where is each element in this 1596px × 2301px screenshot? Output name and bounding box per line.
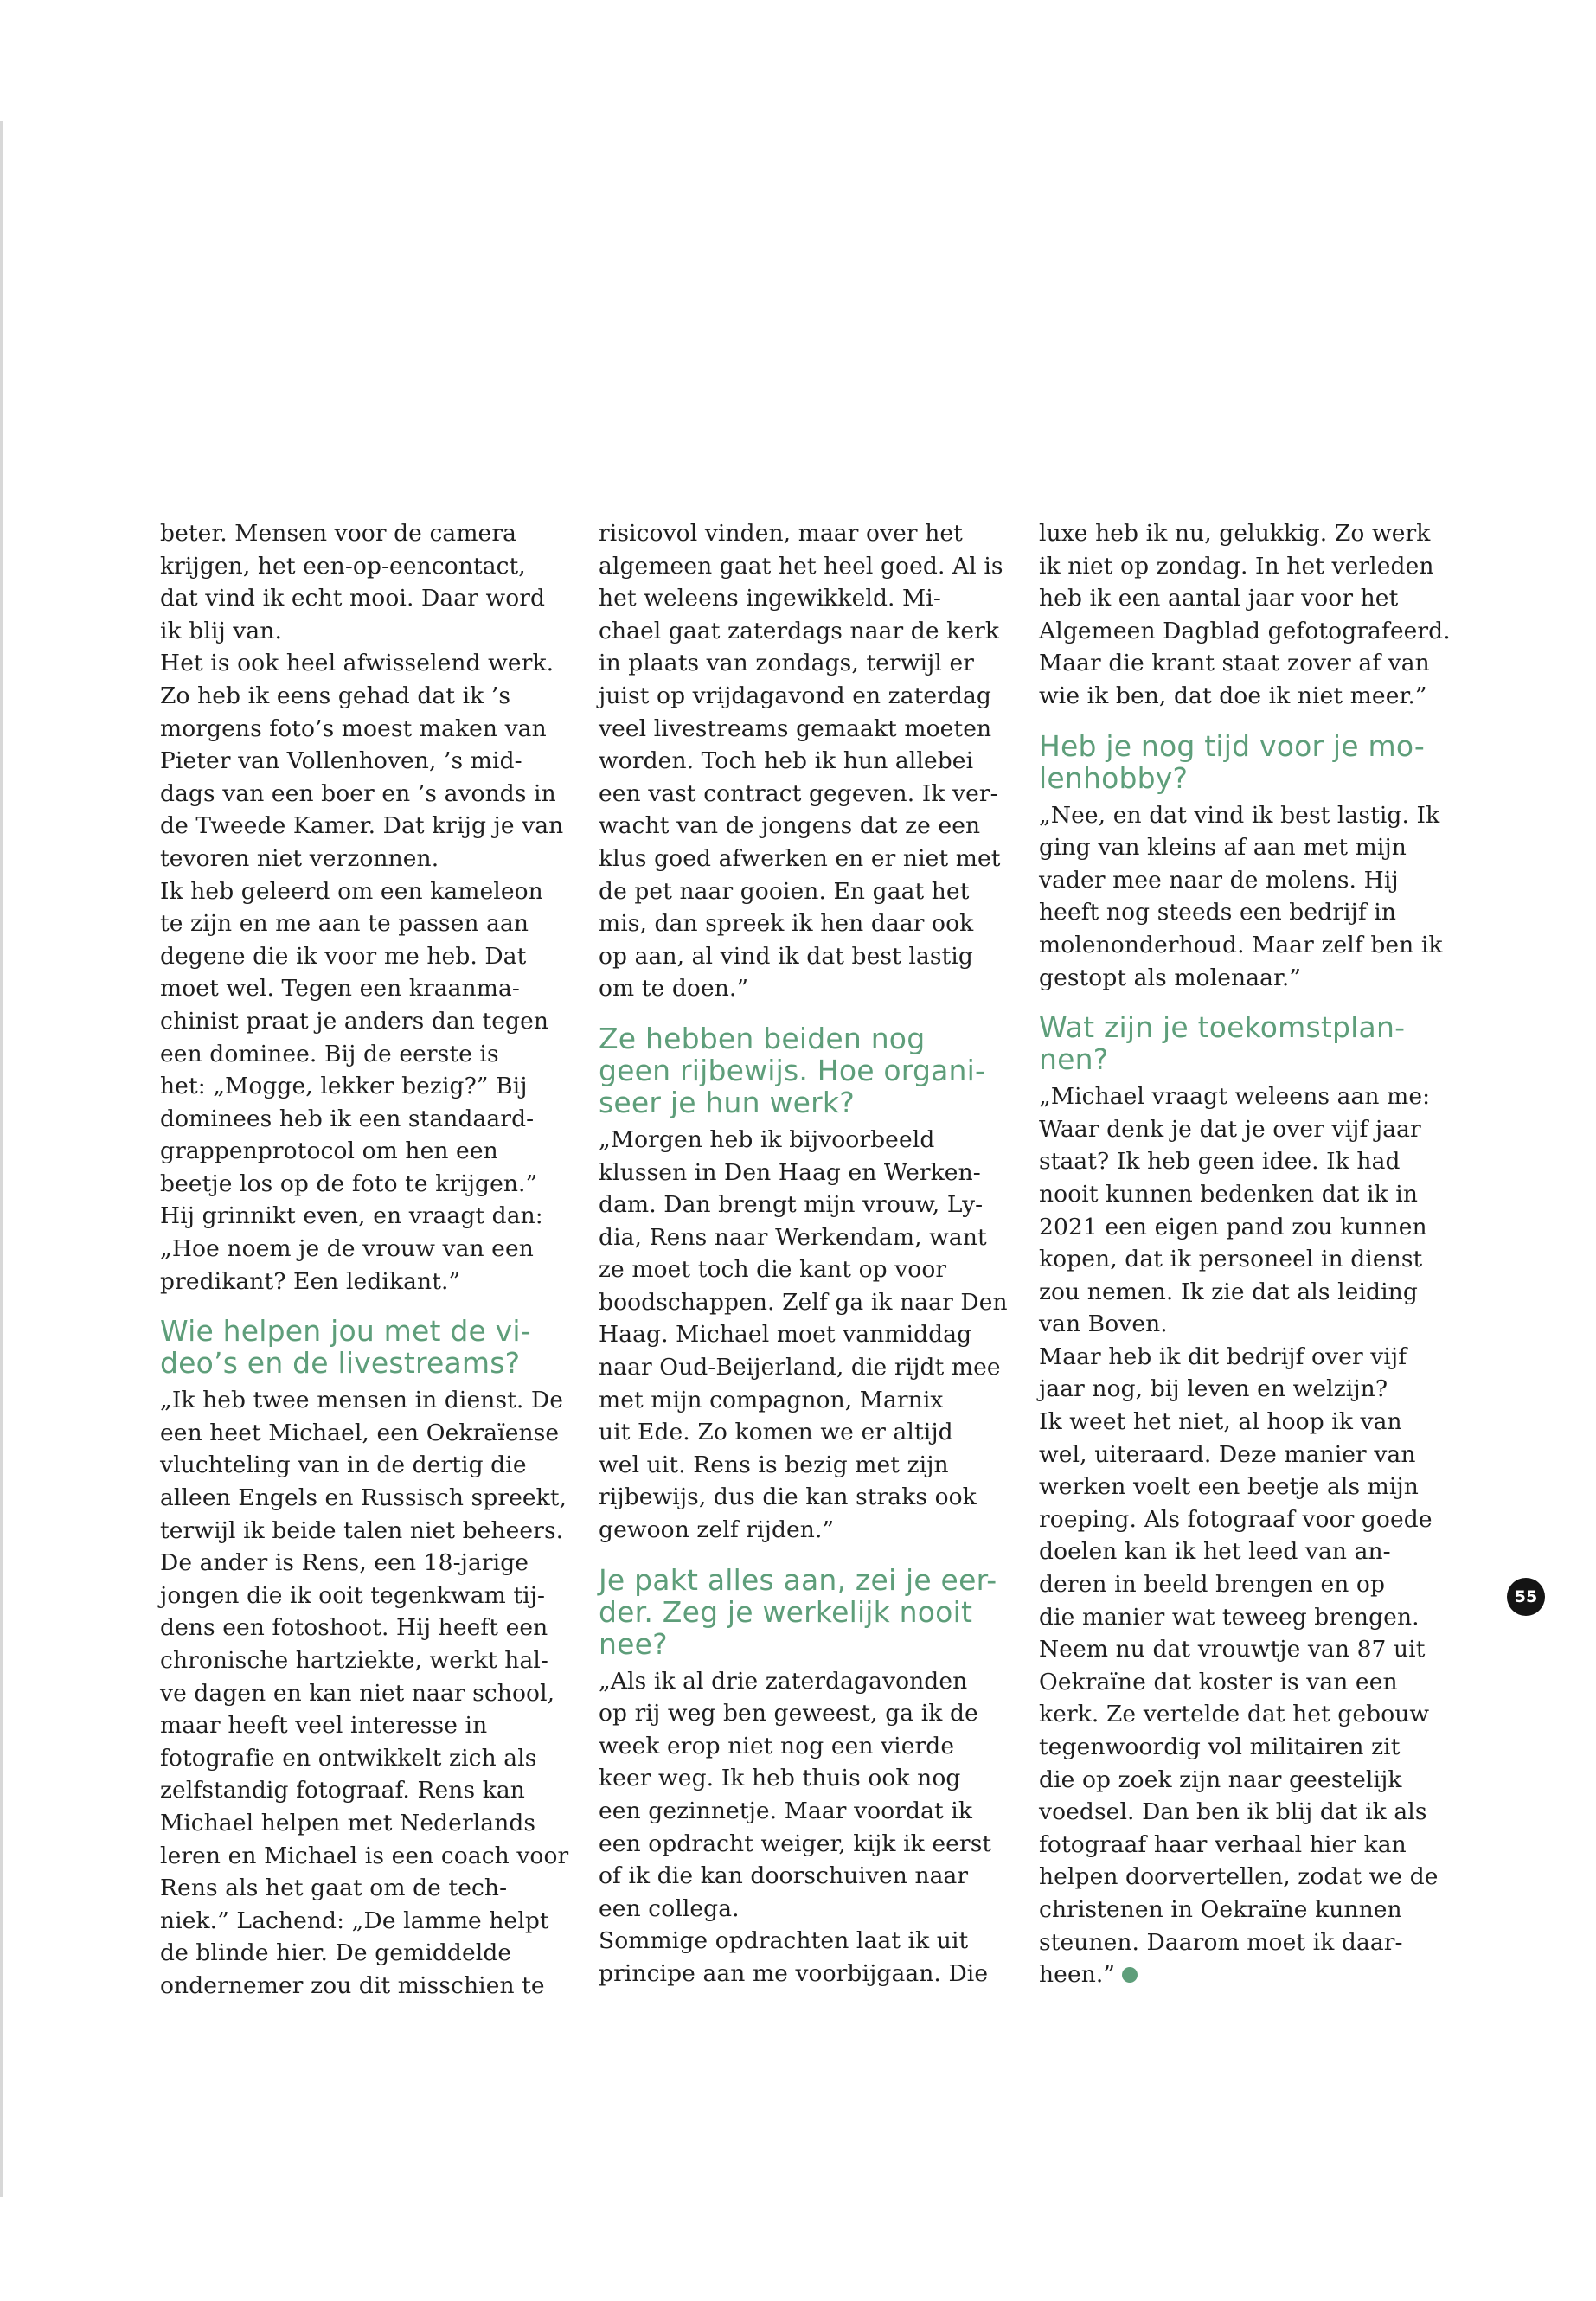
column-2-paragraph-3: „Als ik al drie zaterdagavonden op rij weg ben geweest, ga ik de week erop niet nog een vierde keer weg. Ik heb thuis ook nog een gezinnetje. Maar voordat ik een opdracht weiger, kijk ik eerst of ik die kan doorschuiven naar een collega. Sommige opdrachten laat ik uit principe aan me voorbijgaan. Die [599, 1667, 992, 1987]
column-1-paragraph-2: „Ik heb twee mensen in dienst. De een heet Michael, een Oekraïense vluchteling van in de dertig die alleen Engels en Russisch spreekt, terwijl ik beide talen niet beheers. De ander is Rens, een 18-jarige jongen die ik ooit tegenkwam tij- dens een fotoshoot. Hij heeft een chronische hartziekte, werkt hal- ve dagen en kan niet naar school, maar heeft veel interesse in fotografie en ontwikkelt zich als zelfstandig fotograaf. Rens kan Michael helpen met Nederlands leren en Michael is een coach voor Rens als het gaat om de tech- niek.” Lachend: „De lamme helpt de blinde hier. De gemiddelde ondernemer zou dit misschien te [160, 1387, 569, 1999]
column-2-question-heading-1: Ze hebben beiden nog geen rijbewijs. Hoe organi- seer je hun werk? [599, 1021, 986, 1119]
page-edge-line [0, 121, 3, 2197]
column-3-paragraph-3: „Michael vraagt weleens aan me: Waar denk je dat je over vijf jaar staat? Ik heb geen idee. Ik had nooit kunnen bedenken dat ik in 2021 een eigen pand zou kunnen kopen, dat ik personeel in dienst zou nemen. Ik zie dat als leiding van Boven. Maar heb ik dit bedrijf over vijf jaar nog, bij leven en welzijn? Ik weet het niet, al hoop ik van wel, uiteraard. Deze manier van werken voelt een beetje als mijn roeping. Als fotograaf voor goede doelen kan ik het leed van an- deren in beeld brengen en op die manier wat teweeg brengen. Neem nu dat vrouwtje van 87 uit Oekraïne dat koster is van een kerk. Ze vertelde dat het gebouw tegenwoordig vol militairen zit die op zoek zijn naar geestelijk voedsel. Dan ben ik blij dat ik als fotograaf haar verhaal hier kan helpen doorvertellen, zodat we de christenen in Oekraïne kunnen steunen. Daarom moet ik daar- heen.” [1039, 1083, 1439, 1989]
page-number-badge: 55 [1507, 1578, 1545, 1616]
column-1-paragraph-1: beter. Mensen voor de camera krijgen, het een-op-eencontact, dat vind ik echt mooi. Daar word ik blij van. Het is ook heel afwisselend werk. Zo heb ik eens gehad dat ik ’s morgens foto’s moest maken van Pieter van Vollenhoven, ’s mid- dags van een boer en ’s avonds in de Tweede Kamer. Dat krijg je van tevoren niet verzonnen. Ik heb geleerd om een kameleon te zijn en me aan te passen aan degene die ik voor me heb. Dat moet wel. Tegen een kraanma- chinist praat je anders dan tegen een dominee. Bij de eerste is het: „Mogge, lekker bezig?” Bij dominees heb ik een standaard- grappenprotocol om hen een beetje los op de foto te krijgen.” Hij grinnikt even, en vraagt dan: „Hoe noem je de vrouw van een predikant? Een ledikant.” [160, 520, 564, 1295]
column-3-paragraph-2: „Nee, en dat vind ik best lastig. Ik ging van kleins af aan met mijn vader mee naar de molens. Hij heeft nog steeds een bedrijf in molenonderhoud. Maar zelf ben ik gestopt als molenaar.” [1039, 801, 1443, 991]
column-3-question-heading-2: Wat zijn je toekomstplan- nen? [1039, 1010, 1406, 1077]
end-of-article-dot-icon [1122, 1967, 1138, 1983]
column-2-paragraph-2: „Morgen heb ik bijvoorbeeld klussen in Den Haag en Werken- dam. Dan brengt mijn vrouw, Ly- dia, Rens naar Werkendam, want ze moet toch die kant op voor boodschappen. Zelf ga ik naar Den Haag. Michael moet vanmiddag naar Oud-Beijerland, die rijdt mee met mijn compagnon, Marnix uit Ede. Zo komen we er altijd wel uit. Rens is bezig met zijn rijbewijs, dus die kan straks ook gewoon zelf rijden.” [599, 1125, 1008, 1544]
article-column-3 [1039, 517, 1454, 1991]
column-2-paragraph-1: risicovol vinden, maar over het algemeen gaat het heel goed. Al is het weleens ingewikkeld. Mi- chael gaat zaterdags naar de kerk in plaats van zondags, terwijl er juist op vrijdagavond en zaterdag veel livestreams gemaakt moeten worden. Toch heb ik hun allebei een vast contract gegeven. Ik ver- wacht van de jongens dat ze een klus goed afwerken en er niet met de pet naar gooien. En gaat het mis, dan spreek ik hen daar ook op aan, al vind ik dat best lastig om te doen.” [599, 520, 1003, 1003]
article-column-1 [160, 517, 575, 2003]
column-2-question-heading-2: Je pakt alles aan, zei je eer- der. Zeg je werkelijk nooit nee? [599, 1562, 997, 1661]
column-1-question-heading: Wie helpen jou met de vi- deo’s en de livestreams? [160, 1314, 531, 1381]
column-3-paragraph-3-wrapper [1039, 1080, 1454, 1991]
column-3-paragraph-1: luxe heb ik nu, gelukkig. Zo werk ik niet op zondag. In het verleden heb ik een aantal jaar voor het Algemeen Dagblad gefotografeerd. Maar die krant staat zover af van wie ik ben, dat doe ik niet meer.” [1039, 520, 1451, 709]
column-3-question-heading-1: Heb je nog tijd voor je mo- lenhobby? [1039, 728, 1425, 795]
article-column-2 [599, 517, 1014, 1990]
